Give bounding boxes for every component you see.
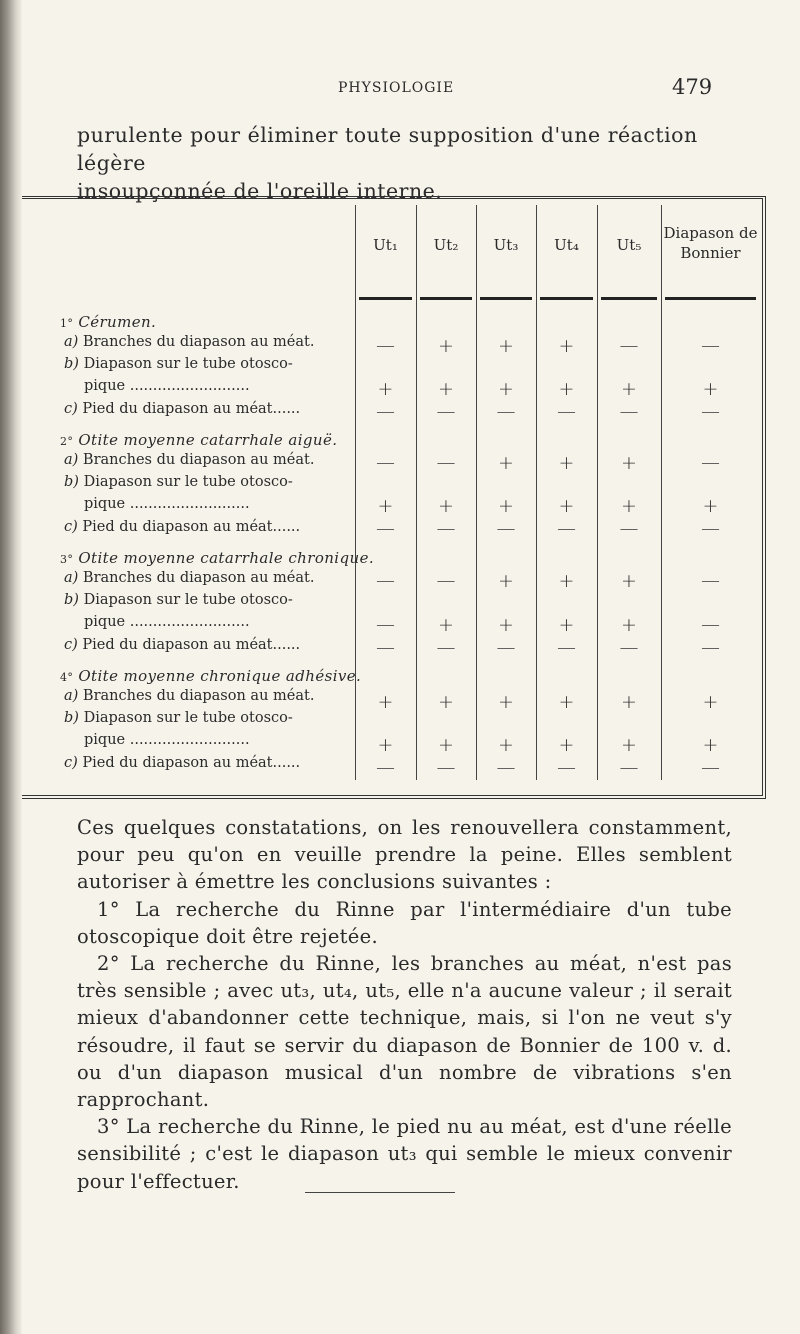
- table-cell: +: [377, 734, 394, 756]
- table-cell: +: [377, 378, 394, 400]
- table-cell: —: [376, 518, 395, 540]
- table-cell: —: [701, 401, 720, 423]
- table-cell: —: [619, 637, 639, 659]
- table-cell: —: [496, 401, 516, 423]
- table-cell: +: [702, 691, 719, 713]
- table-cell: +: [498, 452, 514, 474]
- table-cell: —: [701, 518, 720, 540]
- section-number: 1°: [60, 317, 74, 330]
- row-letter: b): [64, 356, 84, 372]
- row-label: [64, 592, 352, 608]
- section-title: [60, 313, 156, 331]
- table-cell: +: [621, 378, 637, 400]
- table-cell: —: [619, 401, 639, 423]
- row-label: [64, 755, 352, 771]
- row-text: Branches du diapason au méat.: [82, 452, 315, 468]
- table-cell: +: [621, 495, 637, 517]
- row-letter: c): [64, 755, 83, 771]
- body-text: [77, 814, 732, 1195]
- table-cell: —: [376, 757, 395, 779]
- section-name: Cérumen.: [78, 313, 157, 331]
- table-cell: —: [619, 518, 639, 540]
- table-cell: —: [376, 335, 395, 357]
- table-cell: —: [436, 401, 456, 423]
- end-rule: [305, 1192, 455, 1193]
- table-cell: +: [558, 734, 575, 756]
- row-label: [64, 356, 352, 372]
- row-text: Branches du diapason au méat.: [82, 570, 315, 586]
- row-label: [64, 710, 352, 726]
- header-rule: [420, 297, 472, 300]
- section-name: Otite moyenne chronique adhésive.: [78, 667, 362, 685]
- table-cell: —: [436, 518, 456, 540]
- row-text-continued: pique ..........................: [84, 732, 250, 748]
- table-cell: +: [498, 570, 514, 592]
- table-cell: +: [377, 495, 394, 517]
- section-number: 3°: [60, 553, 74, 566]
- table-cell: +: [498, 335, 514, 357]
- column-header: Ut₃: [493, 236, 519, 254]
- table-cell: —: [619, 335, 639, 357]
- table-cell: +: [498, 495, 514, 517]
- section-title: [60, 667, 361, 685]
- table-cell: —: [557, 401, 576, 423]
- row-letter: a): [64, 334, 83, 350]
- section-name: Otite moyenne catarrhale aiguë.: [78, 431, 338, 449]
- table-cell: —: [701, 614, 720, 636]
- row-label: [64, 452, 352, 468]
- table-cell: —: [436, 452, 456, 474]
- row-label: [64, 401, 352, 417]
- intro-paragraph: [77, 121, 737, 205]
- row-text-continued: pique ..........................: [84, 378, 250, 394]
- table-cell: +: [377, 691, 394, 713]
- row-label: [64, 474, 352, 490]
- table-cell: +: [438, 335, 454, 357]
- header-rule: [359, 297, 412, 300]
- table-cell: —: [376, 614, 395, 636]
- row-letter: a): [64, 452, 83, 468]
- header-rule: [540, 297, 593, 300]
- header-rule: [665, 297, 756, 300]
- table-cell: +: [438, 495, 454, 517]
- table-cell: +: [558, 570, 575, 592]
- table-cell: —: [557, 637, 576, 659]
- table-cell: —: [701, 570, 720, 592]
- row-label: [64, 334, 352, 350]
- row-text: Diapason sur le tube otosco-: [83, 474, 293, 490]
- table-cell: +: [621, 691, 637, 713]
- table-cell: —: [496, 637, 516, 659]
- section-name: Otite moyenne catarrhale chronique.: [78, 549, 375, 567]
- header-rule: [601, 297, 657, 300]
- table-cell: +: [498, 614, 514, 636]
- table-cell: +: [498, 378, 514, 400]
- results-table: [355, 205, 760, 780]
- column-header: Ut₁: [373, 236, 398, 254]
- table-cell: +: [621, 452, 637, 474]
- paragraph: 2° La recherche du Rinne, les branches au méat, n'est pas très sensible ; avec ut₃, ut₄, ut₅, elle n'a aucune valeur ; il serait mieux d'abandonner cette technique, mais, si l'on ne veut s'y résoudre, il faut se servir du diapason de Bonnier de 100 v. d. ou d'un diapason musical d'un nombre de vibrations s'en rapprochant.: [77, 952, 732, 1112]
- table-cell: —: [701, 335, 720, 357]
- row-text: Branches du diapason au méat.: [82, 334, 315, 350]
- intro-line: purulente pour éliminer toute supposition d'une réaction légère: [77, 123, 698, 175]
- table-cell: +: [621, 734, 637, 756]
- table-cell: —: [496, 518, 516, 540]
- table-cell: +: [558, 691, 575, 713]
- table-cell: —: [376, 570, 395, 592]
- table-cell: +: [438, 691, 454, 713]
- row-label: [64, 570, 352, 586]
- table-cell: +: [621, 614, 637, 636]
- row-text: Branches du diapason au méat.: [82, 688, 315, 704]
- column-header: Diapason de Bonnier: [663, 224, 758, 262]
- row-label: [64, 688, 352, 704]
- table-cell: +: [621, 570, 637, 592]
- table-cell: +: [702, 734, 719, 756]
- table-cell: —: [557, 518, 576, 540]
- table-cell: —: [436, 757, 456, 779]
- row-text-continued: pique ..........................: [84, 496, 250, 512]
- table-cell: +: [438, 734, 454, 756]
- table-cell: +: [438, 614, 454, 636]
- table-cell: —: [701, 757, 720, 779]
- table-cell: +: [558, 335, 575, 357]
- paragraph: 1° La recherche du Rinne par l'intermédiaire d'un tube otoscopique doit être rejetée.: [77, 897, 732, 948]
- section-title: [60, 549, 374, 567]
- row-letter: b): [64, 710, 84, 726]
- table-cell: —: [557, 757, 576, 779]
- table-cell: —: [376, 637, 395, 659]
- table-cell: —: [436, 637, 456, 659]
- table-cell: +: [558, 378, 575, 400]
- row-label: [64, 637, 352, 653]
- column-header: Ut₅: [616, 236, 642, 254]
- section-number: 4°: [60, 671, 74, 684]
- table-cell: —: [376, 452, 395, 474]
- row-text: Pied du diapason au méat......: [82, 637, 301, 653]
- table-cell: —: [436, 570, 456, 592]
- table-cell: +: [558, 452, 575, 474]
- row-letter: c): [64, 401, 83, 417]
- paragraph: Ces quelques constatations, on les renouvellera constamment, pour peu qu'on en veuille prendre la peine. Elles semblent autoriser à émettre les conclusions suivantes :: [77, 816, 732, 894]
- row-text: Pied du diapason au méat......: [82, 401, 301, 417]
- table-cell: +: [702, 495, 719, 517]
- row-label: [64, 519, 352, 535]
- row-letter: b): [64, 592, 84, 608]
- table-cell: —: [496, 757, 516, 779]
- table-cell: —: [701, 452, 720, 474]
- row-letter: c): [64, 637, 83, 653]
- intro-line: insoupçonnée de l'oreille interne.: [77, 179, 443, 203]
- table-cell: —: [619, 757, 639, 779]
- column-header: Ut₄: [554, 236, 579, 254]
- header-rule: [480, 297, 532, 300]
- row-letter: b): [64, 474, 84, 490]
- table-cell: +: [558, 614, 575, 636]
- table-cell: +: [498, 734, 514, 756]
- section-number: 2°: [60, 435, 74, 448]
- section-title: [60, 431, 337, 449]
- table-cell: +: [498, 691, 514, 713]
- row-text: Pied du diapason au méat......: [82, 755, 301, 771]
- row-text-continued: pique ..........................: [84, 614, 250, 630]
- row-text: Pied du diapason au méat......: [82, 519, 301, 535]
- row-text: Diapason sur le tube otosco-: [83, 356, 293, 372]
- row-letter: c): [64, 519, 83, 535]
- table-cell: —: [376, 401, 395, 423]
- row-text: Diapason sur le tube otosco-: [83, 592, 293, 608]
- table-cell: —: [701, 637, 720, 659]
- paragraph: 3° La recherche du Rinne, le pied nu au méat, est d'une réelle sensibilité ; c'est le diapason ut₃ qui semble le mieux convenir pour l'effectuer.: [77, 1115, 732, 1193]
- row-letter: a): [64, 570, 83, 586]
- row-letter: a): [64, 688, 83, 704]
- row-text: Diapason sur le tube otosco-: [83, 710, 293, 726]
- column-header: Ut₂: [433, 236, 459, 254]
- book-spine-shadow: [0, 0, 22, 1334]
- table-cell: +: [558, 495, 575, 517]
- table-cell: +: [438, 378, 454, 400]
- running-header: PHYSIOLOGIE: [338, 80, 455, 96]
- table-cell: +: [702, 378, 719, 400]
- page-number: 479: [672, 75, 713, 99]
